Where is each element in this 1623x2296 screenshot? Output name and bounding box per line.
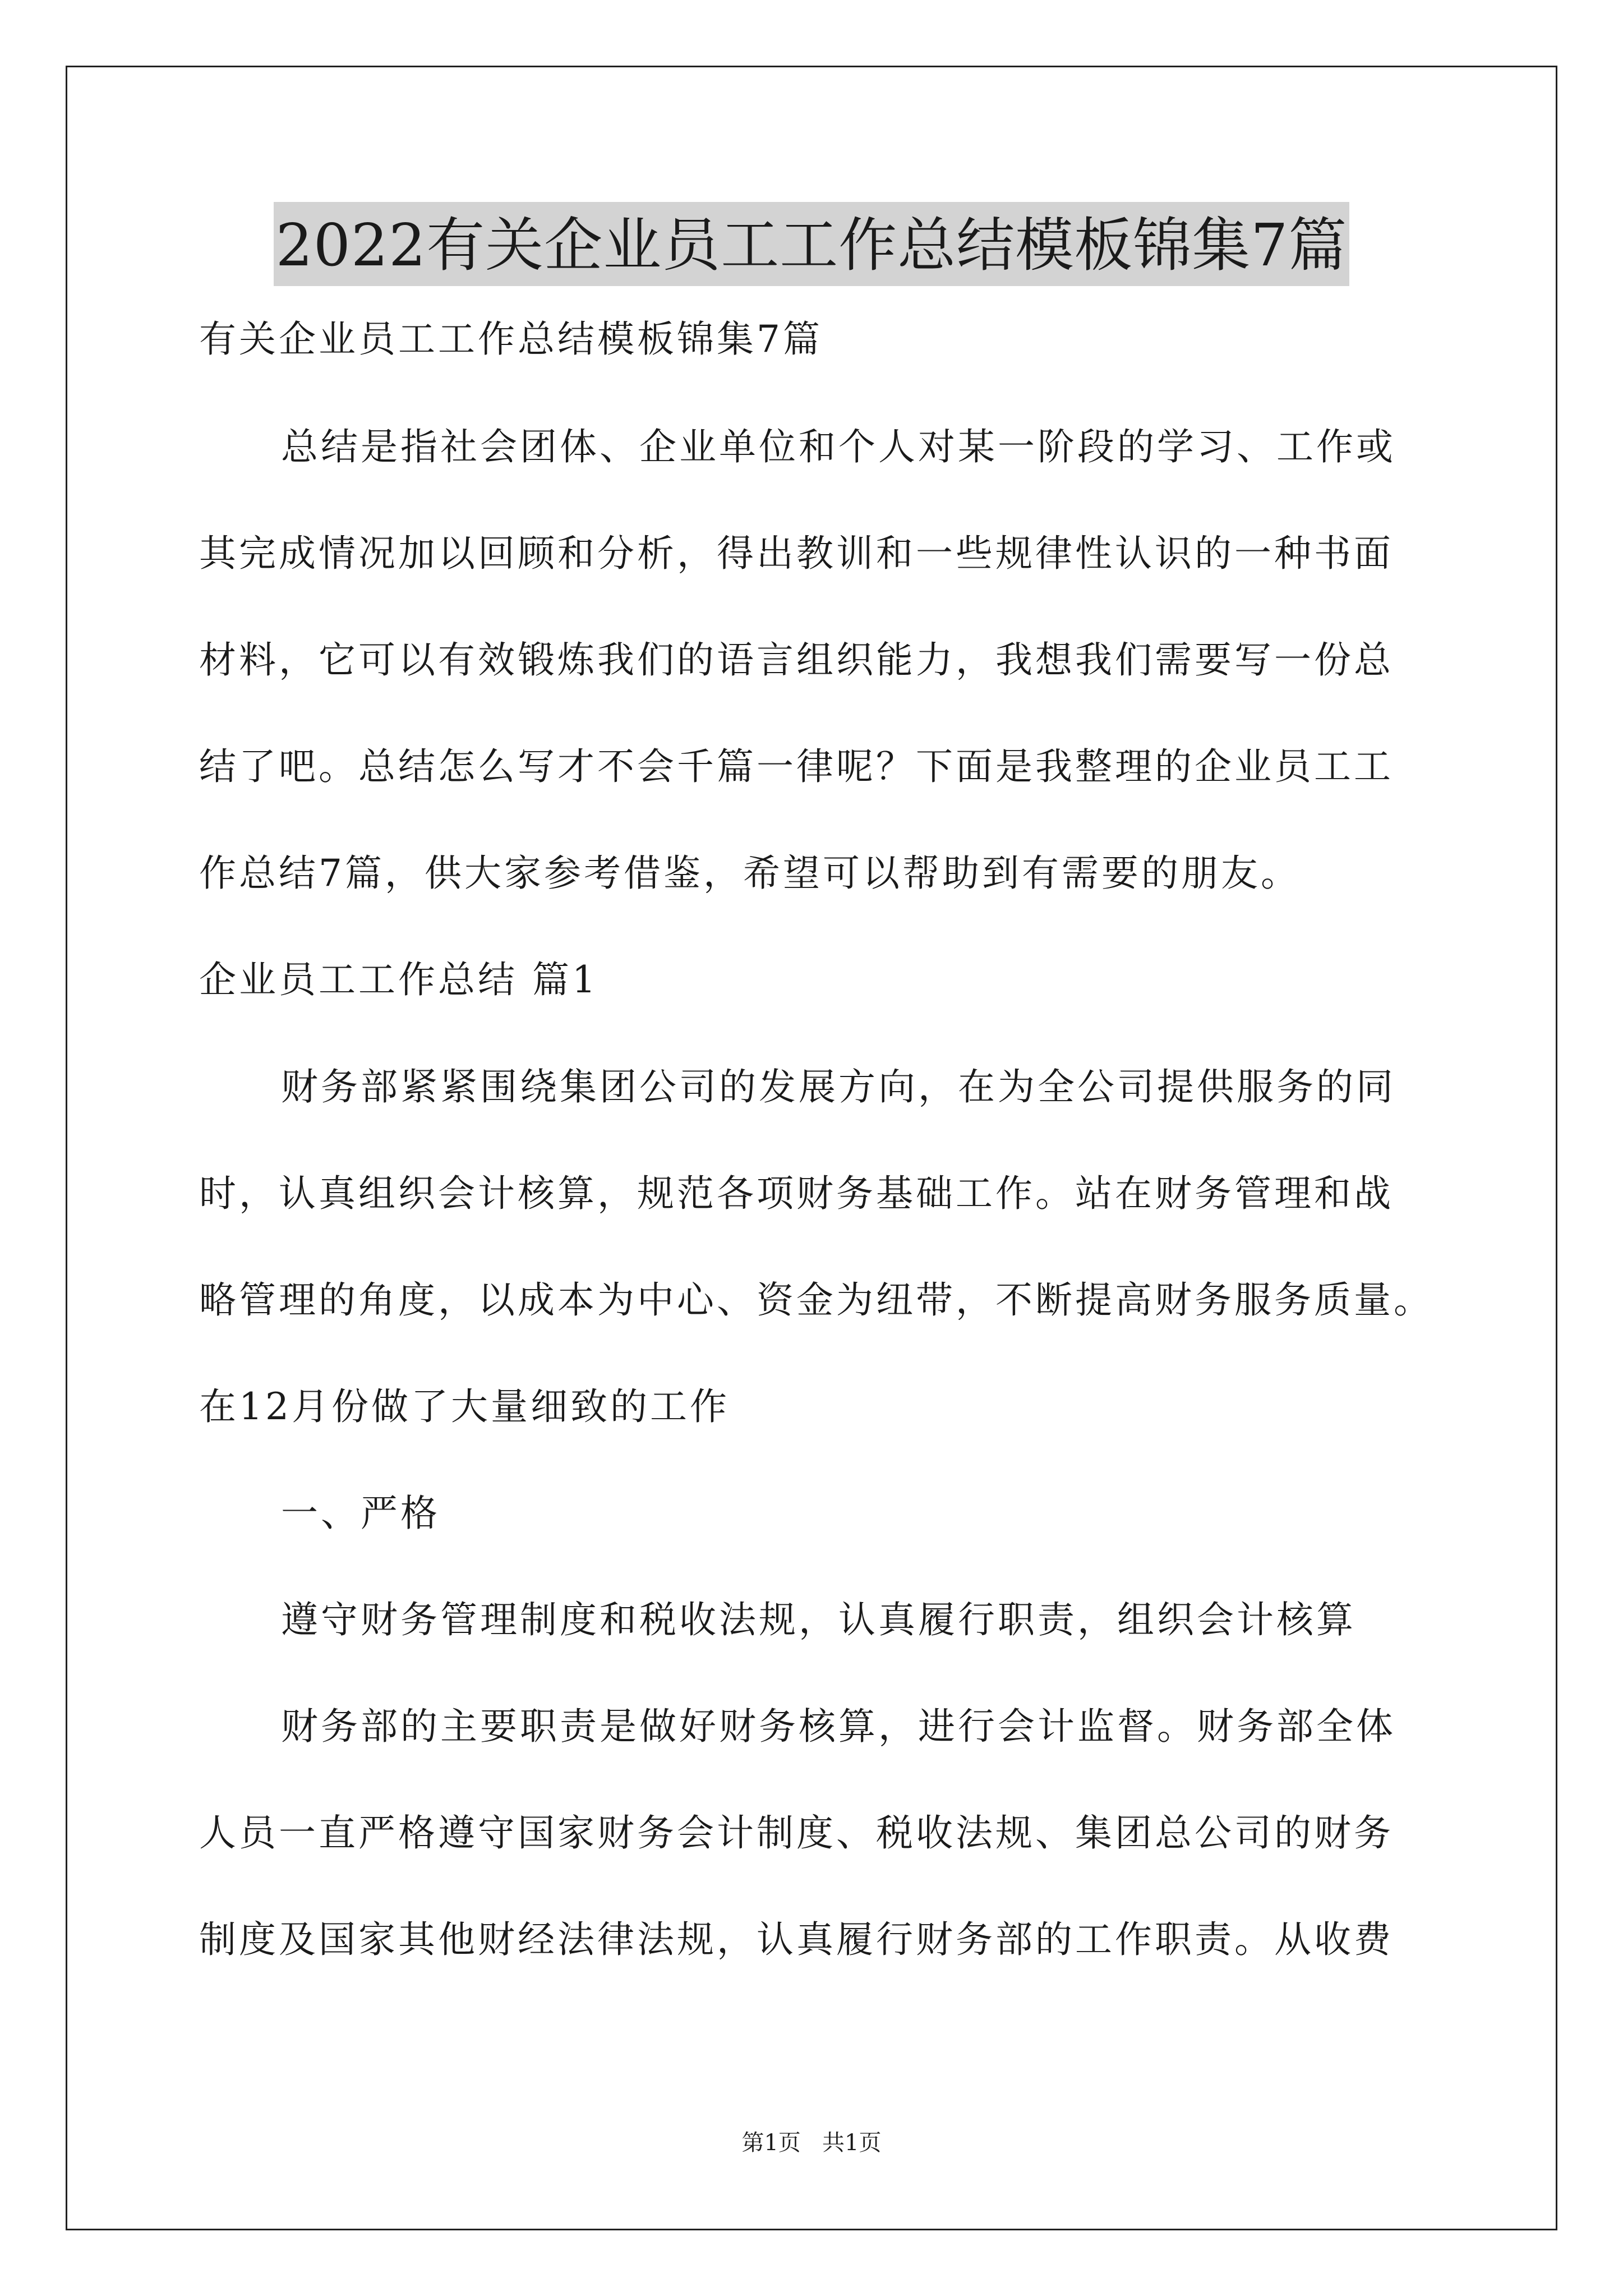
section-line-1: 财务部紧紧围绕集团公司的发展方向，在为全公司提供服务的同 [281, 1065, 1396, 1108]
intro-line-1: 总结是指社会团体、企业单位和个人对某一阶段的学习、工作或 [281, 425, 1396, 468]
page-border [66, 66, 1557, 2230]
item-heading: 一、严格 [281, 1492, 440, 1535]
item-subheading: 遵守财务管理制度和税收法规，认真履行职责，组织会计核算 [281, 1598, 1356, 1641]
section-line-3: 略管理的角度，以成本为中心、资金为纽带，不断提高财务服务质量。 [199, 1278, 1433, 1322]
intro-line-2: 其完成情况加以回顾和分析，得出教训和一些规律性认识的一种书面 [199, 532, 1394, 575]
section-line-4: 在12月份做了大量细致的工作 [199, 1385, 730, 1428]
intro-line-5: 作总结7篇，供大家参考借鉴，希望可以帮助到有需要的朋友。 [199, 852, 1301, 895]
intro-line-4: 结了吧。总结怎么写才不会千篇一律呢？下面是我整理的企业员工工 [199, 745, 1394, 788]
section-line-2: 时，认真组织会计核算，规范各项财务基础工作。站在财务管理和战 [199, 1172, 1394, 1215]
item-line-3: 制度及国家其他财经法律法规，认真履行财务部的工作职责。从收费 [199, 1918, 1394, 1961]
item-line-1: 财务部的主要职责是做好财务核算，进行会计监督。财务部全体 [281, 1705, 1396, 1748]
document-subtitle: 有关企业员工工作总结模板锦集7篇 [199, 318, 823, 361]
title-container [0, 202, 1623, 286]
document-title: 2022有关企业员工工作总结模板锦集7篇 [274, 202, 1350, 286]
item-line-2: 人员一直严格遵守国家财务会计制度、税收法规、集团总公司的财务 [199, 1811, 1394, 1855]
section-heading: 企业员工工作总结 篇1 [199, 958, 598, 1001]
intro-line-3: 材料，它可以有效锻炼我们的语言组织能力，我想我们需要写一份总 [199, 638, 1394, 682]
page-footer: 第1页 共1页 [741, 2130, 882, 2156]
